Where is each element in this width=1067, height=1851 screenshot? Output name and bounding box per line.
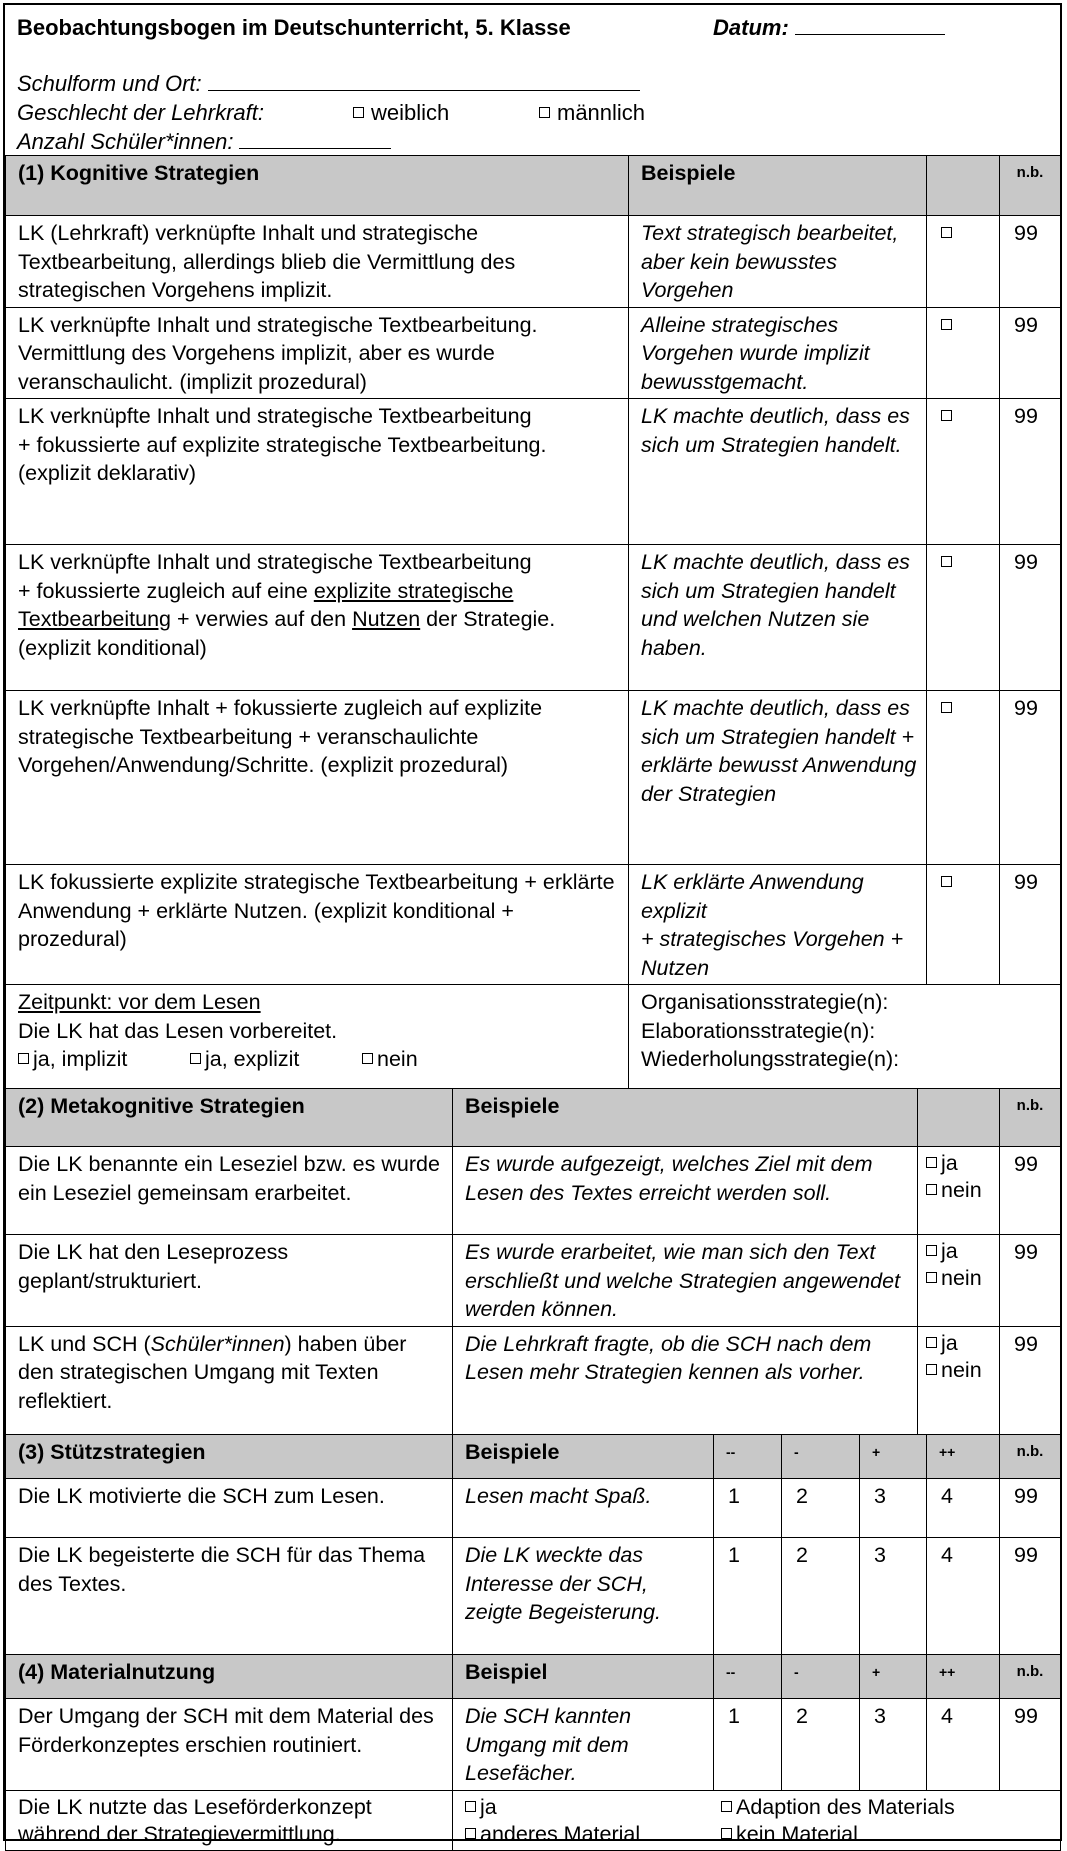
- rating-option[interactable]: 4: [927, 1538, 1000, 1655]
- col-header-scale: ++: [927, 1655, 1000, 1699]
- checkbox-icon: [721, 1828, 732, 1839]
- checkbox-icon: [941, 227, 952, 238]
- checkbox-kein-material[interactable]: kein Material: [721, 1822, 858, 1846]
- checkbox-ja-implizit[interactable]: ja, implizit: [18, 1045, 190, 1074]
- table-row: [6, 1538, 1061, 1655]
- checkbox-icon: [18, 1053, 29, 1064]
- checkbox-nein[interactable]: nein: [926, 1357, 991, 1384]
- col-header-scale: ++: [927, 1435, 1000, 1479]
- row-description: Der Umgang der SCH mit dem Material des Förderkonzeptes erschien routiniert.: [6, 1699, 453, 1791]
- checkbox-icon: [926, 1272, 937, 1283]
- col-header-scale: +: [860, 1435, 927, 1479]
- rating-option[interactable]: 1: [714, 1699, 782, 1791]
- observation-sheet: [3, 3, 1062, 1846]
- row-example: Alleine strategisches Vorgehen wurde implizit bewusstgemacht.: [629, 307, 927, 399]
- checkbox-icon: [926, 1364, 937, 1375]
- sheet-header: [5, 5, 1060, 155]
- vorbereitet-label: Die LK hat das Lesen vorbereitet.: [18, 1018, 338, 1043]
- checkbox-icon: [926, 1337, 937, 1348]
- material-options: [453, 1790, 1061, 1850]
- row-description: LK verknüpfte Inhalt und strategische Textbearbeitung. Vermittlung des Vorgehens implizit, aber es wurde veranschaulicht. (implizit prozedural): [6, 307, 629, 399]
- row-nb: 99: [1000, 307, 1061, 399]
- row-nb: 99: [1000, 691, 1061, 865]
- checkbox-anderes-material[interactable]: anderes Material: [465, 1821, 721, 1848]
- table-row: [6, 1790, 1061, 1850]
- checkbox-icon: [721, 1801, 732, 1812]
- col-header-examples: Beispiele: [629, 156, 927, 216]
- section-header-row: [6, 156, 1061, 216]
- checkbox-weiblich[interactable]: weiblich: [353, 100, 449, 126]
- section-title: (4) Materialnutzung: [6, 1655, 453, 1699]
- checkbox-icon: [926, 1157, 937, 1168]
- table-row: [6, 216, 1061, 308]
- checkbox-ja-explizit[interactable]: ja, explizit: [190, 1045, 362, 1074]
- table-row: [6, 545, 1061, 691]
- table-row: [6, 1699, 1061, 1791]
- col-header-scale: --: [714, 1655, 782, 1699]
- col-header-nb: n.b.: [1000, 1089, 1061, 1147]
- checkbox-icon: [941, 702, 952, 713]
- row-description: LK und SCH (Schüler*innen) haben über den strategischen Umgang mit Texten reflektiert.: [6, 1326, 453, 1438]
- section-title: (2) Metakognitive Strategien: [6, 1089, 453, 1147]
- checkbox-icon: [926, 1245, 937, 1256]
- row-description: Die LK begeisterte die SCH für das Thema des Textes.: [6, 1538, 453, 1655]
- col-header-scale: +: [860, 1655, 927, 1699]
- checkbox-icon: [941, 876, 952, 887]
- row-example: Die SCH kannten Umgang mit dem Lesefächer.: [453, 1699, 714, 1791]
- checkbox-nein[interactable]: nein: [362, 1047, 418, 1071]
- row-example: LK machte deutlich, dass es sich um Strategien handelt.: [629, 399, 927, 545]
- geschlecht-label: Geschlecht der Lehrkraft:: [17, 100, 265, 125]
- checkbox-icon: [926, 1184, 937, 1195]
- checkbox-icon: [353, 107, 364, 118]
- checkbox-icon: [941, 319, 952, 330]
- checkbox-icon: [539, 107, 550, 118]
- row-checkbox[interactable]: [927, 399, 1000, 545]
- col-header-nb: n.b.: [1000, 1655, 1061, 1699]
- rating-option[interactable]: 1: [714, 1538, 782, 1655]
- row-nb: 99: [1000, 399, 1061, 545]
- col-header-scale: -: [782, 1655, 860, 1699]
- table-row: [6, 1235, 1061, 1327]
- row-nb: 99: [1000, 1326, 1061, 1438]
- col-header-nb: n.b.: [1000, 156, 1061, 216]
- section-materialnutzung: [5, 1654, 1061, 1851]
- col-header-examples: Beispiele: [453, 1089, 918, 1147]
- table-row: [6, 1147, 1061, 1235]
- col-header-examples: Beispiel: [453, 1655, 714, 1699]
- table-row: [6, 865, 1061, 985]
- section-header-row: [6, 1435, 1061, 1479]
- checkbox-icon: [941, 556, 952, 567]
- row-description: LK fokussierte explizite strategische Textbearbeitung + erklärte Anwendung + erklärte Nutzen. (explizit konditional + prozedural): [6, 865, 629, 985]
- row-description: Die LK nutzte das Leseförderkonzept während der Strategievermittlung.: [6, 1790, 453, 1850]
- checkbox-icon: [465, 1828, 476, 1839]
- rating-option[interactable]: 3: [860, 1479, 927, 1538]
- table-row: [6, 1479, 1061, 1538]
- checkbox-icon: [362, 1053, 373, 1064]
- checkbox-icon: [190, 1053, 201, 1064]
- table-row: [6, 399, 1061, 545]
- checkbox-nein[interactable]: nein: [926, 1265, 991, 1292]
- row-checkbox[interactable]: [927, 545, 1000, 691]
- checkbox-ja[interactable]: ja: [926, 1238, 991, 1265]
- wiederholung-label: Wiederholungsstrategie(n):: [641, 1047, 900, 1071]
- row-ja-nein: [918, 1326, 1000, 1438]
- row-example: LK machte deutlich, dass es sich um Strategien handelt und welchen Nutzen sie haben.: [629, 545, 927, 691]
- rating-option[interactable]: 2: [782, 1479, 860, 1538]
- row-checkbox[interactable]: [927, 691, 1000, 865]
- sheet-title: Beobachtungsbogen im Deutschunterricht, 5. Klasse: [17, 15, 571, 40]
- date-field[interactable]: Datum:: [713, 15, 945, 41]
- organisation-label: Organisationsstrategie(n):: [641, 990, 889, 1014]
- row-ja-nein: [918, 1235, 1000, 1327]
- zeitpunkt-row: [6, 985, 1061, 1102]
- row-nb: 99: [1000, 1235, 1061, 1327]
- section-stuetzstrategien: [5, 1434, 1061, 1655]
- row-description: LK verknüpfte Inhalt und strategische Textbearbeitung + fokussierte zugleich auf eine explizite strategische Textbearbeitung + verwies auf den Nutzen der Strategie. (explizit konditional): [6, 545, 629, 691]
- rating-option[interactable]: 4: [927, 1479, 1000, 1538]
- col-header-examples: Beispiele: [453, 1435, 714, 1479]
- row-checkbox[interactable]: [927, 307, 1000, 399]
- row-description: Die LK benannte ein Leseziel bzw. es wurde ein Leseziel gemeinsam erarbeitet.: [6, 1147, 453, 1235]
- checkbox-maennlich[interactable]: männlich: [539, 100, 645, 126]
- checkbox-icon: [941, 410, 952, 421]
- row-description: Die LK motivierte die SCH zum Lesen.: [6, 1479, 453, 1538]
- row-example: Text strategisch bearbeitet, aber kein bewusstes Vorgehen: [629, 216, 927, 308]
- strategy-types-cell: [629, 985, 1061, 1102]
- col-header-scale: --: [714, 1435, 782, 1479]
- row-nb: 99: [1000, 1147, 1061, 1235]
- row-nb: 99: [1000, 545, 1061, 691]
- zeitpunkt-cell: [6, 985, 629, 1102]
- col-header-scale: -: [782, 1435, 860, 1479]
- row-example: LK machte deutlich, dass es sich um Strategien handelt + erklärte bewusst Anwendung der Strategien: [629, 691, 927, 865]
- checkbox-ja[interactable]: ja: [926, 1150, 991, 1177]
- row-example: Es wurde aufgezeigt, welches Ziel mit dem Lesen des Textes erreicht werden soll.: [453, 1147, 918, 1235]
- checkbox-adaption[interactable]: Adaption des Materials: [721, 1795, 955, 1819]
- row-example: Die Lehrkraft fragte, ob die SCH nach dem Lesen mehr Strategien kennen als vorher.: [453, 1326, 918, 1438]
- row-nb: 99: [1000, 216, 1061, 308]
- rating-option[interactable]: 2: [782, 1538, 860, 1655]
- rating-option[interactable]: 3: [860, 1538, 927, 1655]
- row-checkbox[interactable]: [927, 865, 1000, 985]
- elaboration-label: Elaborationsstrategie(n):: [641, 1018, 876, 1043]
- row-example: Es wurde erarbeitet, wie man sich den Text erschließt und welche Strategien angewendet werden können.: [453, 1235, 918, 1327]
- section-title: (1) Kognitive Strategien: [6, 156, 629, 216]
- rating-option[interactable]: 1: [714, 1479, 782, 1538]
- section-header-row: [6, 1089, 1061, 1147]
- checkbox-ja[interactable]: ja: [926, 1330, 991, 1357]
- schulform-field[interactable]: Schulform und Ort:: [17, 71, 640, 97]
- row-nb: 99: [1000, 1699, 1061, 1791]
- row-description: LK verknüpfte Inhalt + fokussierte zugleich auf explizite strategische Textbearbeitung + veranschaulichte Vorgehen/Anwendung/Schritte. (explizit prozedural): [6, 691, 629, 865]
- row-nb: 99: [1000, 865, 1061, 985]
- row-description: LK (Lehrkraft) verknüpfte Inhalt und strategische Textbearbeitung, allerdings blieb die Vermittlung des strategischen Vorgehens implizit.: [6, 216, 629, 308]
- row-checkbox[interactable]: [927, 216, 1000, 308]
- section-title: (3) Stützstrategien: [6, 1435, 453, 1479]
- row-example: LK erklärte Anwendung explizit + strategisches Vorgehen + Nutzen: [629, 865, 927, 985]
- section-kognitive-strategien: [5, 155, 1061, 1102]
- checkbox-nein[interactable]: nein: [926, 1177, 991, 1204]
- col-header-nb: n.b.: [1000, 1435, 1061, 1479]
- row-description: LK verknüpfte Inhalt und strategische Textbearbeitung + fokussierte auf explizite strategische Textbearbeitung. (explizit deklarativ): [6, 399, 629, 545]
- rating-option[interactable]: 4: [927, 1699, 1000, 1791]
- checkbox-icon: [465, 1801, 476, 1812]
- row-example: Lesen macht Spaß.: [453, 1479, 714, 1538]
- table-row: [6, 307, 1061, 399]
- row-description: Die LK hat den Leseprozess geplant/strukturiert.: [6, 1235, 453, 1327]
- row-nb: 99: [1000, 1538, 1061, 1655]
- section-metakognitive-strategien: [5, 1088, 1061, 1439]
- checkbox-ja[interactable]: ja: [465, 1794, 721, 1821]
- table-row: [6, 1326, 1061, 1438]
- table-row: [6, 691, 1061, 865]
- section-header-row: [6, 1655, 1061, 1699]
- rating-option[interactable]: 2: [782, 1699, 860, 1791]
- row-example: Die LK weckte das Interesse der SCH, zeigte Begeisterung.: [453, 1538, 714, 1655]
- rating-option[interactable]: 3: [860, 1699, 927, 1791]
- row-nb: 99: [1000, 1479, 1061, 1538]
- row-ja-nein: [918, 1147, 1000, 1235]
- anzahl-field[interactable]: Anzahl Schüler*innen:: [17, 129, 391, 155]
- zeitpunkt-label: Zeitpunkt: vor dem Lesen: [18, 990, 261, 1014]
